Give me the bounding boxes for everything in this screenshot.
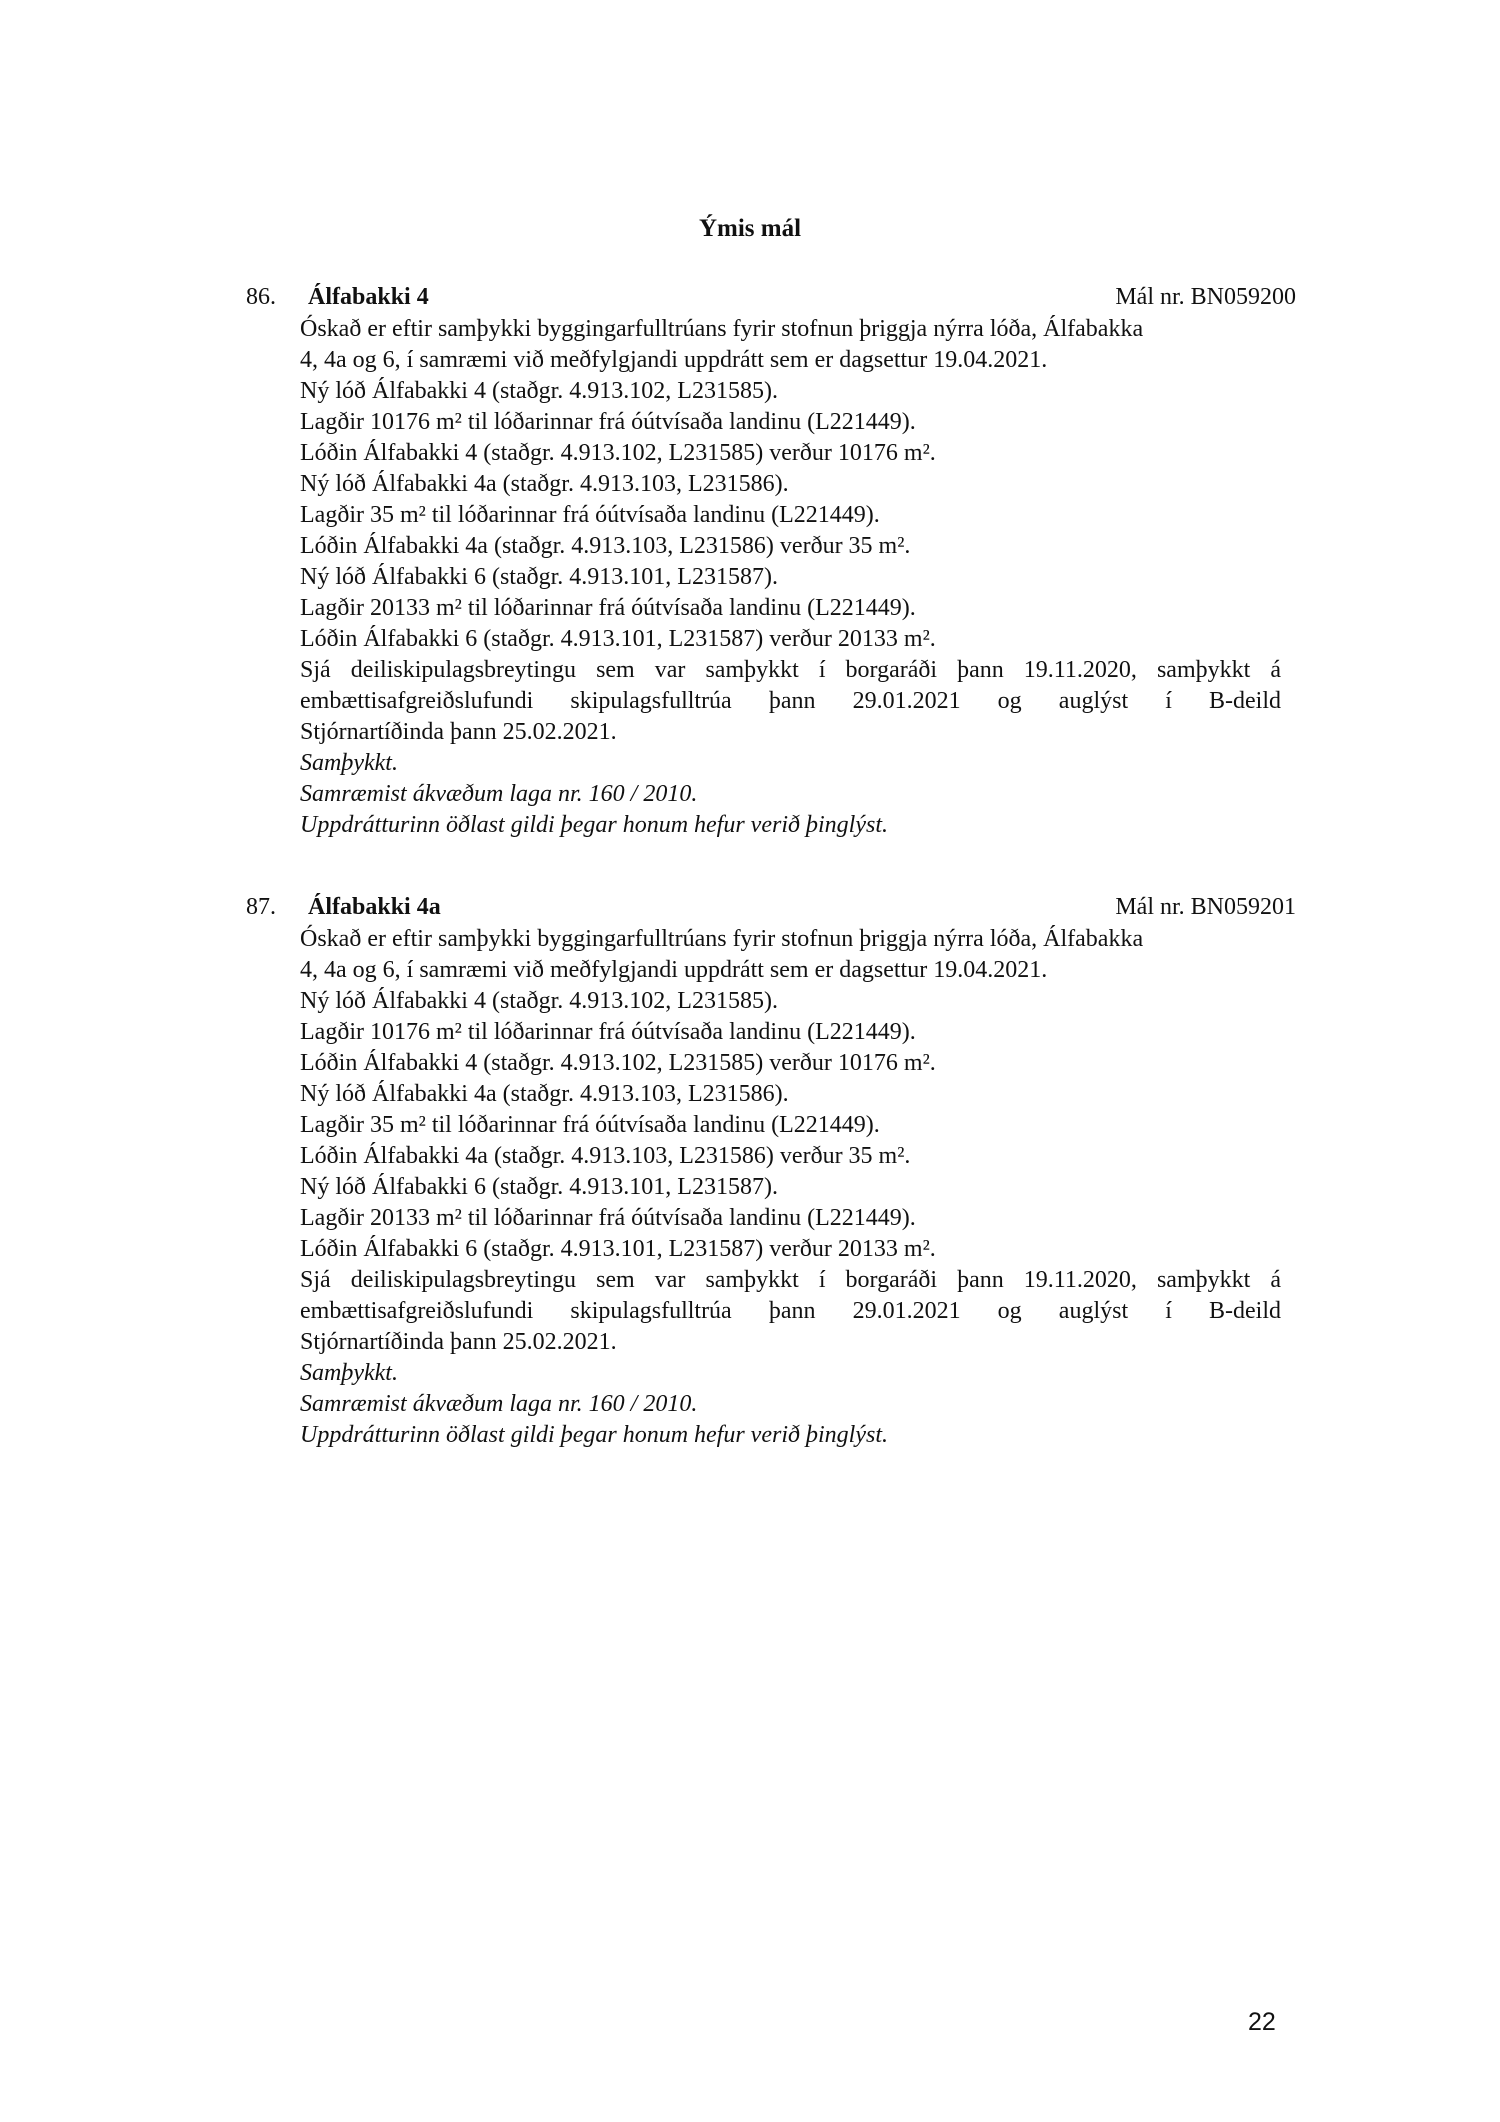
case-item: [246, 892, 1296, 1451]
case-item: [246, 282, 1296, 841]
conclusion-line: Uppdrátturinn öðlast gildi þegar honum hefur verið þinglýst.: [300, 812, 888, 838]
case-title: Álfabakki 4: [308, 284, 429, 310]
page-number: 22: [1248, 2008, 1276, 2036]
body-line: Ný lóð Álfabakki 4 (staðgr. 4.913.102, L231585).: [300, 988, 778, 1014]
body-line: Stjórnartíðinda þann 25.02.2021.: [300, 1329, 617, 1355]
case-title: Álfabakki 4a: [308, 894, 441, 920]
case-number: 86.: [246, 284, 276, 310]
body-line: Ný lóð Álfabakki 4a (staðgr. 4.913.103, L231586).: [300, 1081, 789, 1107]
section-title: Ýmis mál: [698, 215, 802, 242]
case-number: 87.: [246, 894, 276, 920]
body-line: Lagðir 35 m² til lóðarinnar frá óútvísaða landinu (L221449).: [300, 1112, 880, 1138]
body-line: Lagðir 20133 m² til lóðarinnar frá óútvísaða landinu (L221449).: [300, 1205, 916, 1231]
body-line: Ný lóð Álfabakki 4 (staðgr. 4.913.102, L231585).: [300, 378, 778, 404]
body-line: Lagðir 35 m² til lóðarinnar frá óútvísaða landinu (L221449).: [300, 502, 880, 528]
body-line: Lóðin Álfabakki 6 (staðgr. 4.913.101, L231587) verður 20133 m².: [300, 1236, 936, 1262]
conclusion-line: Samþykkt.: [300, 750, 398, 776]
body-line: Lóðin Álfabakki 4a (staðgr. 4.913.103, L231586) verður 35 m².: [300, 533, 911, 559]
body-line: embættisafgreiðslufundi skipulagsfulltrúa þann 29.01.2021 og auglýst í B-deild: [300, 688, 1281, 714]
body-line: Lóðin Álfabakki 4a (staðgr. 4.913.103, L231586) verður 35 m².: [300, 1143, 911, 1169]
case-reference: Mál nr. BN059201: [1115, 894, 1296, 920]
body-line: Ný lóð Álfabakki 6 (staðgr. 4.913.101, L231587).: [300, 1174, 778, 1200]
body-line: Stjórnartíðinda þann 25.02.2021.: [300, 719, 617, 745]
conclusion-line: Samræmist ákvæðum laga nr. 160 / 2010.: [300, 1391, 698, 1417]
case-body: [300, 314, 1281, 841]
body-line: embættisafgreiðslufundi skipulagsfulltrúa þann 29.01.2021 og auglýst í B-deild: [300, 1298, 1281, 1324]
body-line: 4, 4a og 6, í samræmi við meðfylgjandi uppdrátt sem er dagsettur 19.04.2021.: [300, 347, 1048, 373]
case-header: [246, 282, 1296, 314]
body-line: Sjá deiliskipulagsbreytingu sem var samþykkt í borgaráði þann 19.11.2020, samþykkt á: [300, 657, 1281, 683]
body-line: Óskað er eftir samþykki byggingarfulltrúans fyrir stofnun þriggja nýrra lóða, Álfabakka: [300, 316, 1144, 342]
body-line: Lóðin Álfabakki 4 (staðgr. 4.913.102, L231585) verður 10176 m².: [300, 1050, 936, 1076]
case-reference: Mál nr. BN059200: [1115, 284, 1296, 310]
body-line: 4, 4a og 6, í samræmi við meðfylgjandi uppdrátt sem er dagsettur 19.04.2021.: [300, 957, 1048, 983]
body-line: Lóðin Álfabakki 4 (staðgr. 4.913.102, L231585) verður 10176 m².: [300, 440, 936, 466]
body-line: Ný lóð Álfabakki 4a (staðgr. 4.913.103, L231586).: [300, 471, 789, 497]
conclusion-line: Samþykkt.: [300, 1360, 398, 1386]
conclusion-line: Samræmist ákvæðum laga nr. 160 / 2010.: [300, 781, 698, 807]
body-line: Lóðin Álfabakki 6 (staðgr. 4.913.101, L231587) verður 20133 m².: [300, 626, 936, 652]
body-line: Lagðir 10176 m² til lóðarinnar frá óútvísaða landinu (L221449).: [300, 409, 916, 435]
case-body: [300, 924, 1281, 1451]
body-line: Óskað er eftir samþykki byggingarfulltrúans fyrir stofnun þriggja nýrra lóða, Álfabakka: [300, 926, 1144, 952]
body-line: Lagðir 20133 m² til lóðarinnar frá óútvísaða landinu (L221449).: [300, 595, 916, 621]
body-line: Lagðir 10176 m² til lóðarinnar frá óútvísaða landinu (L221449).: [300, 1019, 916, 1045]
body-line: Sjá deiliskipulagsbreytingu sem var samþykkt í borgaráði þann 19.11.2020, samþykkt á: [300, 1267, 1281, 1293]
body-line: Ný lóð Álfabakki 6 (staðgr. 4.913.101, L231587).: [300, 564, 778, 590]
conclusion-line: Uppdrátturinn öðlast gildi þegar honum hefur verið þinglýst.: [300, 1422, 888, 1448]
case-header: [246, 892, 1296, 924]
